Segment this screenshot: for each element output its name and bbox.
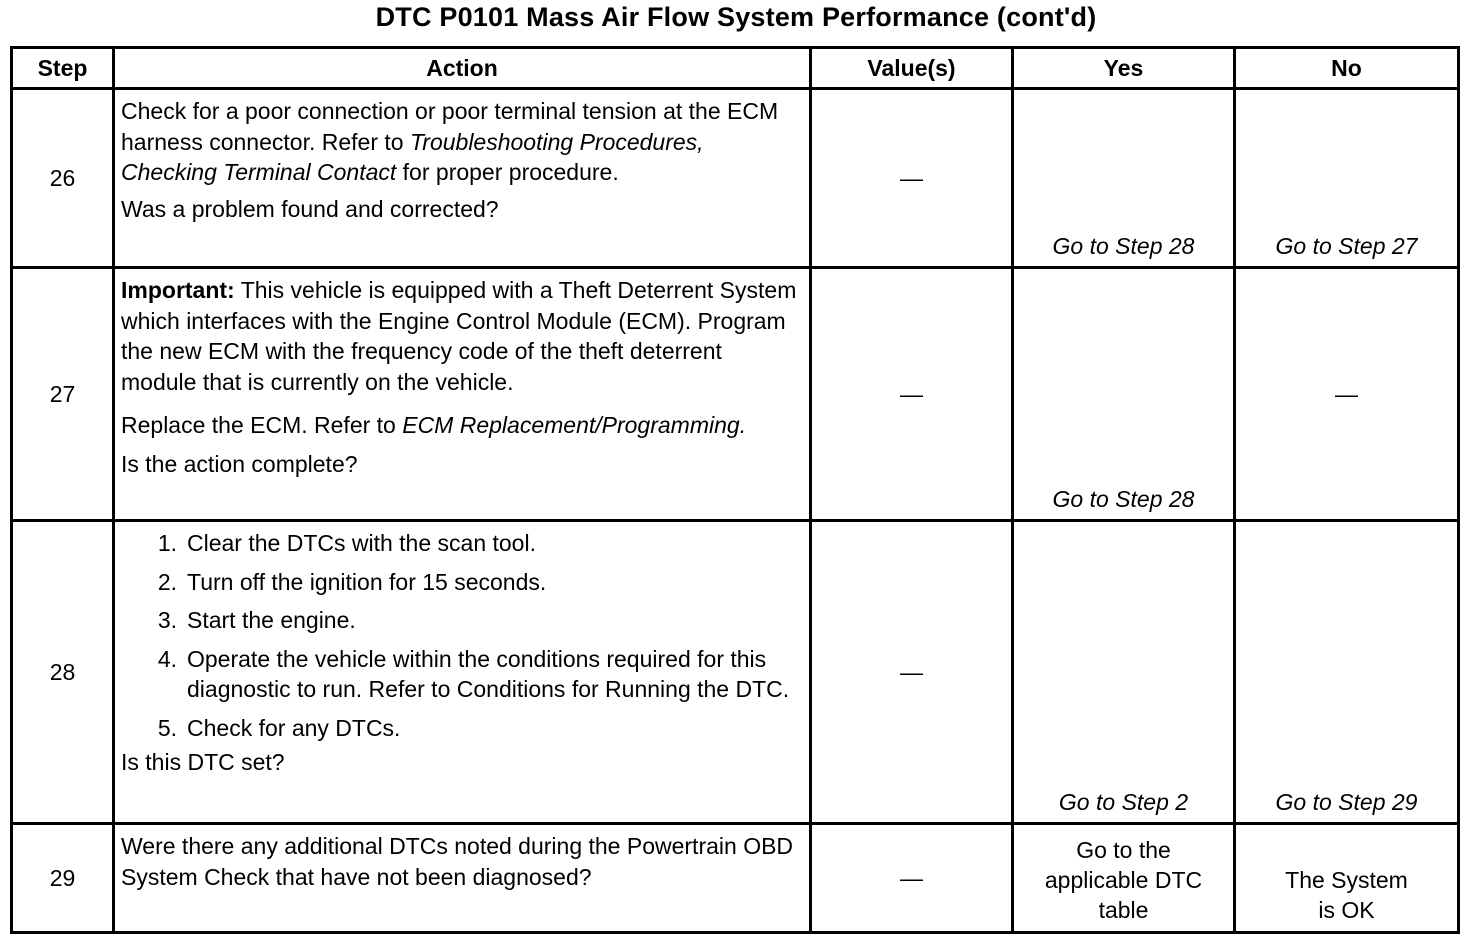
header-no: No xyxy=(1235,48,1459,89)
table-row xyxy=(12,824,1459,933)
header-yes: Yes xyxy=(1013,48,1235,89)
header-action: Action xyxy=(114,48,811,89)
list-item: 3. Start the engine. xyxy=(157,607,356,633)
action-question: Was a problem found and corrected? xyxy=(121,195,499,222)
action-cell xyxy=(114,521,811,824)
action-cell xyxy=(114,268,811,521)
header-values: Value(s) xyxy=(811,48,1013,89)
yes-cell: Go to Step 28 xyxy=(1013,89,1235,268)
table-row xyxy=(12,521,1459,824)
action-question: Is this DTC set? xyxy=(121,749,285,775)
no-cell: Go to Step 29 xyxy=(1235,521,1459,824)
step-number: 29 xyxy=(12,824,114,933)
action-cell xyxy=(114,89,811,268)
action-question: Were there any additional DTCs noted during the Powertrain OBD System Check that have not been diagnosed? xyxy=(121,833,794,890)
list-item: 5. Check for any DTCs. xyxy=(157,714,401,741)
value-cell: — xyxy=(811,268,1013,521)
value-cell: — xyxy=(811,824,1013,933)
header-row xyxy=(12,48,1459,89)
action-cell xyxy=(114,824,811,933)
diagnostic-table xyxy=(10,46,1460,934)
step-number: 26 xyxy=(12,89,114,268)
table-row xyxy=(12,268,1459,521)
important-label: Important: xyxy=(121,277,235,303)
step-number: 28 xyxy=(12,521,114,824)
value-cell: — xyxy=(811,89,1013,268)
table-row xyxy=(12,89,1459,268)
action-text: Replace the ECM. Refer to ECM Replacement/Programming. xyxy=(121,412,747,438)
list-item: 4. Operate the vehicle within the conditions required for this diagnostic to run. Refer to Conditions for Running the DTC. xyxy=(157,645,790,702)
list-item: 2. Turn off the ignition for 15 seconds. xyxy=(157,568,547,595)
value-cell: — xyxy=(811,521,1013,824)
step-number: 27 xyxy=(12,268,114,521)
action-steps-list xyxy=(121,528,803,743)
yes-cell: Go to Step 2 xyxy=(1013,521,1235,824)
reference-link: Troubleshooting Procedures, Checking Terminal Contact xyxy=(121,128,704,185)
action-question: Is the action complete? xyxy=(121,450,358,477)
header-step: Step xyxy=(12,48,114,89)
yes-cell: Go to Step 28 xyxy=(1013,268,1235,521)
page-title: DTC P0101 Mass Air Flow System Performance (cont'd) xyxy=(375,2,1097,32)
no-cell: — xyxy=(1235,268,1459,521)
important-note: Important: This vehicle is equipped with a Theft Deterrent System which interfaces with the Engine Control Module (ECM). Program the new ECM with the frequency code of the theft deterrent module that is currently on the vehicle. xyxy=(121,277,797,395)
no-cell: The System is OK xyxy=(1235,824,1459,933)
action-text: Check for a poor connection or poor terminal tension at the ECM harness connector. Refer to Troubleshooting Procedures, Checking Terminal Contact for proper procedure. xyxy=(121,98,779,185)
yes-cell: Go to the applicable DTC table xyxy=(1013,824,1235,933)
list-item: 1. Clear the DTCs with the scan tool. xyxy=(157,530,536,556)
reference-link: ECM Replacement/Programming. xyxy=(402,412,747,438)
no-cell: Go to Step 27 xyxy=(1235,89,1459,268)
